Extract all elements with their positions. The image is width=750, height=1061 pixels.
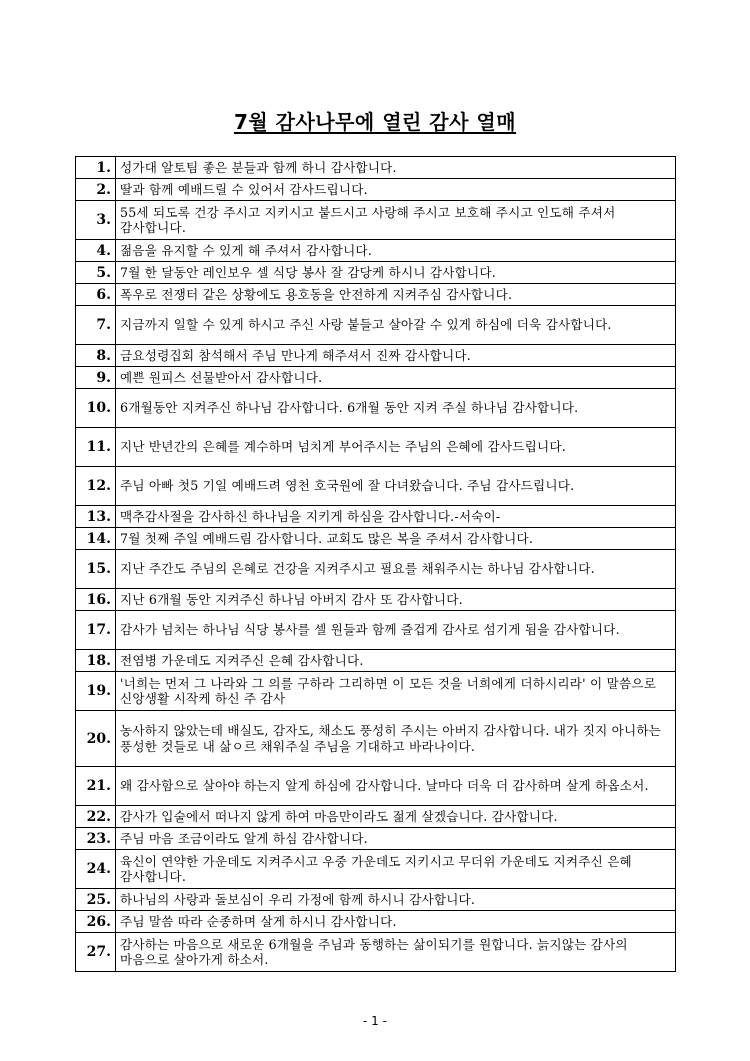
item-number: 23. (76, 828, 116, 850)
list-item (76, 367, 676, 389)
list-item (76, 157, 676, 179)
item-number: 17. (76, 611, 116, 650)
item-number: 3. (76, 201, 116, 240)
list-item (76, 550, 676, 589)
list-item (76, 711, 676, 767)
item-number: 1. (76, 157, 116, 179)
page-number: - 1 - (363, 1014, 387, 1028)
item-number: 16. (76, 589, 116, 611)
item-text: 금요성령집회 참석해서 주님 만나게 해주셔서 진짜 감사합니다. (116, 345, 676, 367)
item-text: 딸과 함께 예배드릴 수 있어서 감사드립니다. (116, 179, 676, 201)
item-text: 농사하지 않았는데 배실도, 감자도, 채소도 풍성히 주시는 아버지 감사합니다. 내가 짓지 아니하는 풍성한 것들로 내 삶ㅇ르 채워주실 주님을 기대하고 바라나이다. (116, 711, 676, 767)
item-text: 감사하는 마음으로 새로운 6개월을 주님과 동행하는 삶이되기를 원합니다. 늙지않는 감사의 마음으로 살아가게 하소서. (116, 933, 676, 972)
list-item (76, 889, 676, 911)
item-number: 20. (76, 711, 116, 767)
list-item (76, 389, 676, 428)
list-item (76, 528, 676, 550)
item-number: 2. (76, 179, 116, 201)
item-number: 9. (76, 367, 116, 389)
item-number: 26. (76, 911, 116, 933)
item-text: 왜 감사함으로 살아야 하는지 알게 하심에 감사합니다. 날마다 더욱 더 감사하며 살게 하옵소서. (116, 767, 676, 806)
item-text: 지금까지 일할 수 있게 하시고 주신 사랑 붙들고 살아갈 수 있게 하심에 더욱 감사합니다. (116, 306, 676, 345)
list-item (76, 262, 676, 284)
list-item (76, 767, 676, 806)
list-item (76, 284, 676, 306)
item-number: 27. (76, 933, 116, 972)
item-text: 7월 첫째 주일 예배드림 감사합니다. 교회도 많은 복을 주셔서 감사합니다. (116, 528, 676, 550)
list-item (76, 345, 676, 367)
list-item (76, 240, 676, 262)
list-item (76, 828, 676, 850)
item-text: 폭우로 전쟁터 같은 상황에도 용호동을 안전하게 지켜주심 감사합니다. (116, 284, 676, 306)
item-text: 성가대 알토팀 좋은 분들과 함께 하니 감사합니다. (116, 157, 676, 179)
item-number: 6. (76, 284, 116, 306)
list-item (76, 672, 676, 711)
item-text: 젊음을 유지할 수 있게 해 주셔서 감사합니다. (116, 240, 676, 262)
list-item (76, 589, 676, 611)
list-item (76, 850, 676, 889)
item-number: 25. (76, 889, 116, 911)
item-text: 6개월동안 지켜주신 하나님 감사합니다. 6개월 동안 지켜 주실 하나님 감사합니다. (116, 389, 676, 428)
item-number: 14. (76, 528, 116, 550)
item-text: 예쁜 원피스 선물받아서 감사합니다. (116, 367, 676, 389)
item-number: 11. (76, 428, 116, 467)
list-item (76, 611, 676, 650)
item-text: 지난 반년간의 은혜를 계수하며 넘치게 부어주시는 주님의 은혜에 감사드립니다. (116, 428, 676, 467)
item-number: 5. (76, 262, 116, 284)
list-item (76, 179, 676, 201)
item-text: 주님 마음 조금이라도 알게 하심 감사합니다. (116, 828, 676, 850)
item-number: 12. (76, 467, 116, 506)
list-item (76, 933, 676, 972)
item-text: 전염병 가운데도 지켜주신 은혜 감사합니다. (116, 650, 676, 672)
page-title: 7월 감사나무에 열린 감사 열매 (233, 110, 517, 134)
item-text: 주님 말씀 따라 순종하며 살게 하시니 감사합니다. (116, 911, 676, 933)
list-item (76, 506, 676, 528)
thanks-list-table (75, 156, 676, 972)
item-number: 10. (76, 389, 116, 428)
list-item (76, 306, 676, 345)
item-text: 지난 주간도 주님의 은혜로 건강을 지켜주시고 필요를 채워주시는 하나님 감사합니다. (116, 550, 676, 589)
item-number: 19. (76, 672, 116, 711)
item-text: 55세 되도록 건강 주시고 지키시고 붙드시고 사랑해 주시고 보호해 주시고 인도해 주셔서 감사합니다. (116, 201, 676, 240)
item-number: 22. (76, 806, 116, 828)
list-item (76, 428, 676, 467)
item-text: 7월 한 달동안 레인보우 셀 식당 봉사 잘 감당케 하시니 감사합니다. (116, 262, 676, 284)
item-text: 주님 아빠 첫5 기일 예배드려 영천 호국원에 잘 다녀왔습니다. 주님 감사드립니다. (116, 467, 676, 506)
item-text: 감사가 입술에서 떠나지 않게 하여 마음만이라도 젊게 살겠습니다. 감사합니다. (116, 806, 676, 828)
item-number: 7. (76, 306, 116, 345)
item-text: 하나님의 사랑과 돌보심이 우리 가정에 함께 하시니 감사합니다. (116, 889, 676, 911)
list-item (76, 467, 676, 506)
item-text: '너희는 먼저 그 나라와 그 의를 구하라 그리하면 이 모든 것을 너희에게 더하시리라' 이 말씀으로 신앙생활 시작케 하신 주 감사 (116, 672, 676, 711)
item-number: 8. (76, 345, 116, 367)
item-number: 18. (76, 650, 116, 672)
item-number: 24. (76, 850, 116, 889)
list-item (76, 911, 676, 933)
item-text: 지난 6개월 동안 지켜주신 하나님 아버지 감사 또 감사합니다. (116, 589, 676, 611)
thanks-list-body (76, 157, 676, 972)
item-number: 21. (76, 767, 116, 806)
list-item (76, 650, 676, 672)
item-text: 감사가 넘치는 하나님 식당 봉사를 셀 원들과 함께 즐겁게 감사로 섬기게 됨을 감사합니다. (116, 611, 676, 650)
list-item (76, 201, 676, 240)
item-text: 육신이 연약한 가운데도 지켜주시고 우중 가운데도 지키시고 무더위 가운데도 지켜주신 은혜 감사합니다. (116, 850, 676, 889)
item-text: 맥추감사절을 감사하신 하나님을 지키게 하심을 감사합니다.-서숙이- (116, 506, 676, 528)
item-number: 13. (76, 506, 116, 528)
list-item (76, 806, 676, 828)
item-number: 4. (76, 240, 116, 262)
item-number: 15. (76, 550, 116, 589)
